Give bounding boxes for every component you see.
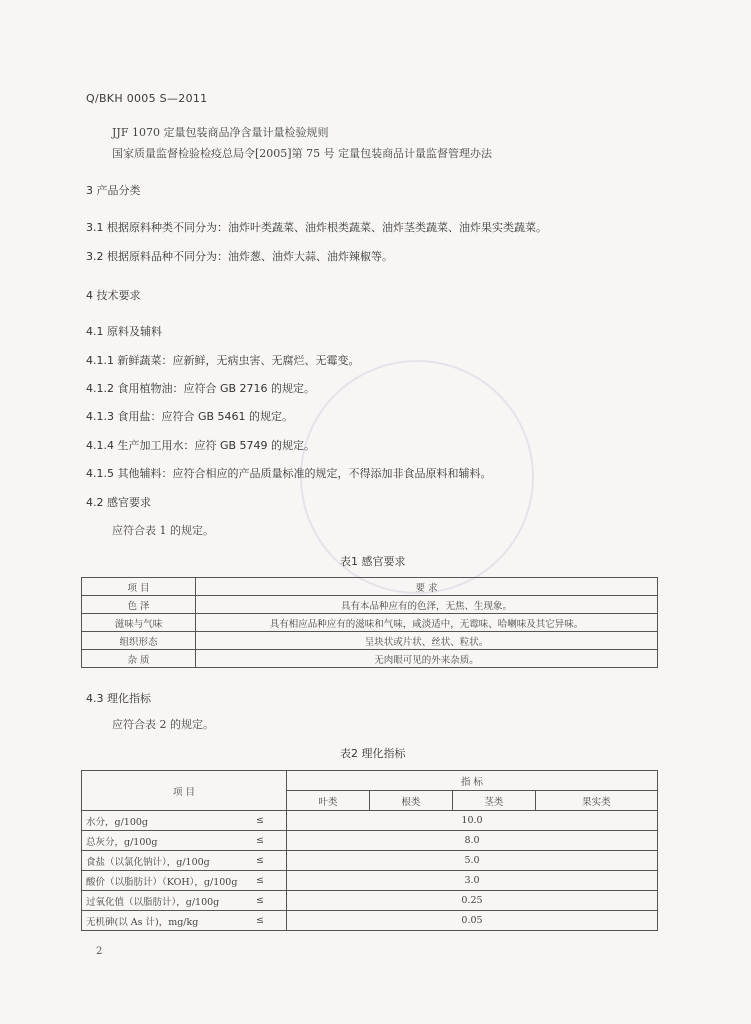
table-cell: ≤: [256, 831, 287, 851]
clause-4-2: 4.2 感官要求: [86, 496, 151, 509]
table-cell: 无机砷(以 As 计)，mg/kg: [82, 911, 257, 931]
table-cell: 3.0: [287, 871, 658, 891]
clause-4-1-3: 4.1.3 食用盐：应符合 GB 5461 的规定。: [86, 410, 294, 423]
table-row: [82, 614, 658, 632]
reference-decree: 国家质量监督检验检疫总局令[2005]第 75 号 定量包装商品计量监督管理办法: [112, 147, 493, 160]
table-cell: 具有相应品种应有的滋味和气味，咸淡适中，无霉味、哈喇味及其它异味。: [196, 614, 658, 632]
table-cell: 0.25: [287, 891, 658, 911]
table-cell: 0.05: [287, 911, 658, 931]
sensory-requirements-table: [81, 577, 658, 668]
table-cell: ≤: [256, 811, 287, 831]
page-number: 2: [96, 946, 103, 957]
table-row: [82, 650, 658, 668]
table1-caption: 表1 感官要求: [340, 555, 406, 568]
table2-caption: 表2 理化指标: [340, 747, 406, 760]
table-header-row: [82, 578, 658, 596]
table-cell: 滋味与气味: [82, 614, 196, 632]
table-cell: 8.0: [287, 831, 658, 851]
table-cell: ≤: [256, 851, 287, 871]
table-row: [82, 596, 658, 614]
heading-section-3: 3 产品分类: [86, 184, 141, 197]
table-row: [82, 871, 658, 891]
table-row: [82, 811, 658, 831]
table-header-cell: 茎类: [452, 791, 535, 811]
table-header-cell: 叶类: [287, 791, 370, 811]
table-cell: ≤: [256, 891, 287, 911]
clause-3-2: 3.2 根据原料品种不同分为：油炸葱、油炸大蒜、油炸辣椒等。: [86, 250, 393, 263]
clause-4-3: 4.3 理化指标: [86, 692, 151, 705]
clause-4-3-text: 应符合表 2 的规定。: [112, 718, 214, 731]
table-row: [82, 831, 658, 851]
standard-code: Q/BKH 0005 S—2011: [86, 92, 208, 105]
table-row: [82, 911, 658, 931]
table-header-cell: 根类: [369, 791, 452, 811]
table-header-cell: 果实类: [535, 791, 657, 811]
table-row: [82, 632, 658, 650]
table-row: [82, 851, 658, 871]
table-cell: 酸价（以脂肪计）（KOH），g/100g: [82, 871, 257, 891]
clause-4-1-2: 4.1.2 食用植物油：应符合 GB 2716 的规定。: [86, 382, 316, 395]
clause-4-1-1: 4.1.1 新鲜蔬菜：应新鲜，无病虫害、无腐烂、无霉变。: [86, 354, 360, 367]
clause-3-1: 3.1 根据原料种类不同分为：油炸叶类蔬菜、油炸根类蔬菜、油炸茎类蔬菜、油炸果实类蔬菜。: [86, 221, 547, 234]
clause-4-1-4: 4.1.4 生产加工用水：应符 GB 5749 的规定。: [86, 439, 316, 452]
clause-4-2-text: 应符合表 1 的规定。: [112, 524, 214, 537]
table-cell: 10.0: [287, 811, 658, 831]
table-cell: 具有本品种应有的色泽，无焦、生现象。: [196, 596, 658, 614]
table-header-cell: 要 求: [196, 578, 658, 596]
table-cell: 总灰分，g/100g: [82, 831, 257, 851]
table-cell: 无肉眼可见的外来杂质。: [196, 650, 658, 668]
heading-section-4: 4 技术要求: [86, 289, 141, 302]
reference-jjf1070: JJF 1070 定量包装商品净含量计量检验规则: [112, 126, 329, 139]
clause-4-1-5: 4.1.5 其他辅料：应符合相应的产品质量标准的规定，不得添加非食品原料和辅料。: [86, 467, 492, 480]
table-cell: 食盐（以氯化钠计），g/100g: [82, 851, 257, 871]
table-cell: 过氧化值（以脂肪计），g/100g: [82, 891, 257, 911]
table-header-cell: 指 标: [287, 771, 658, 791]
table-header-row: [82, 771, 658, 791]
table-row: [82, 891, 658, 911]
physicochemical-index-table: [81, 770, 658, 931]
table-cell: 色 泽: [82, 596, 196, 614]
table-cell: ≤: [256, 871, 287, 891]
table-cell: 组织形态: [82, 632, 196, 650]
table-cell: ≤: [256, 911, 287, 931]
table-cell: 杂 质: [82, 650, 196, 668]
clause-4-1: 4.1 原料及辅料: [86, 325, 162, 338]
table-header-cell: 项 目: [82, 771, 287, 811]
table-cell: 5.0: [287, 851, 658, 871]
table-header-cell: 项 目: [82, 578, 196, 596]
table-cell: 呈块状或片状、丝状、粒状。: [196, 632, 658, 650]
table-cell: 水分，g/100g: [82, 811, 257, 831]
